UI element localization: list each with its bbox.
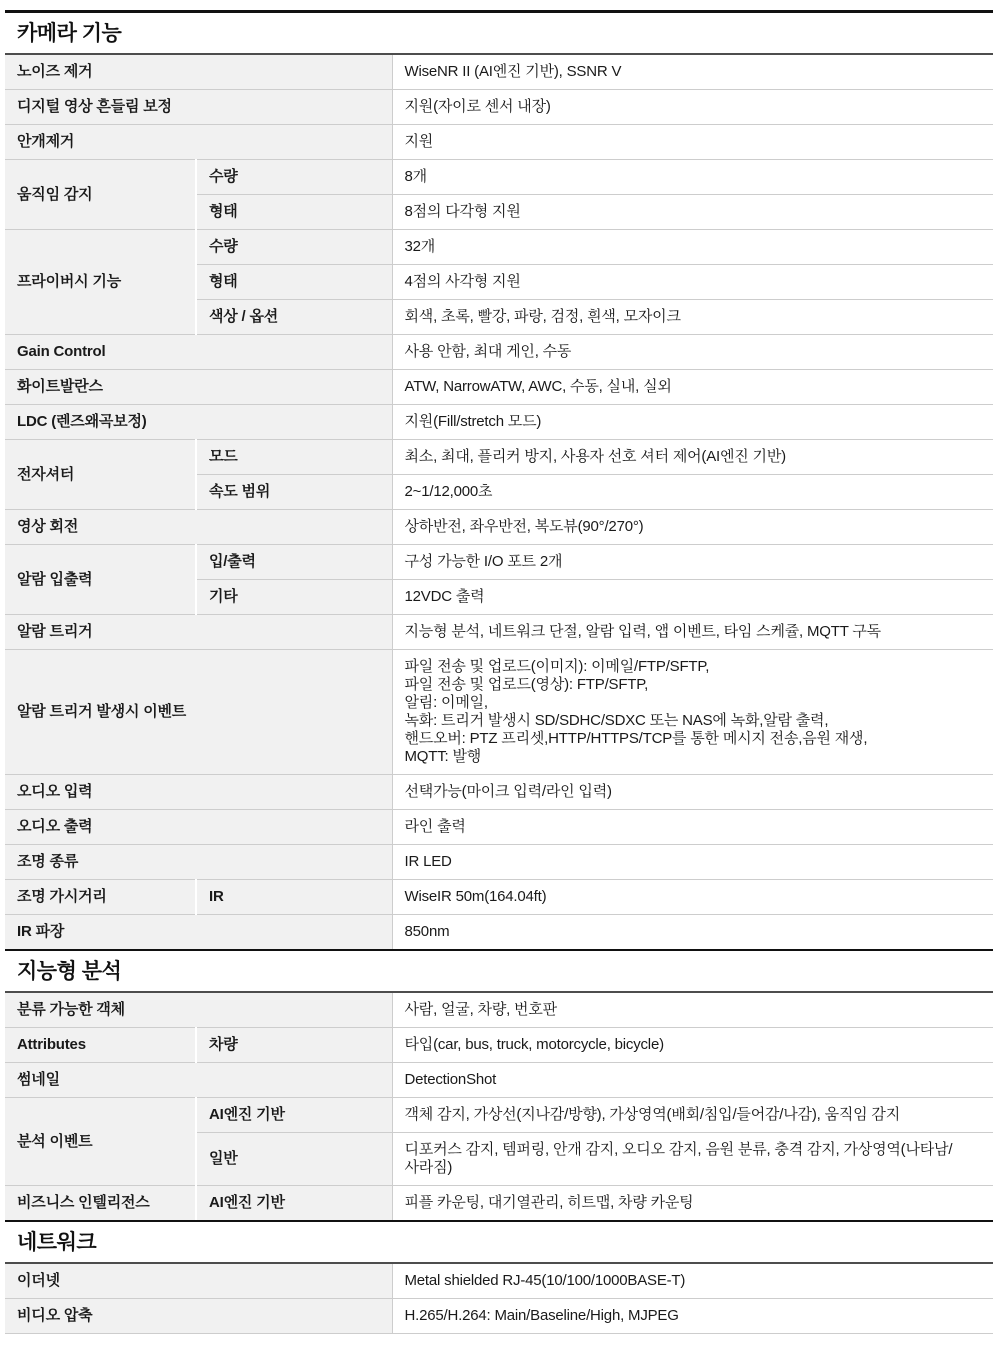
row-value: 회색, 초록, 빨강, 파랑, 검정, 흰색, 모자이크 xyxy=(392,300,993,335)
row-label: 안개제거 xyxy=(5,125,392,160)
row-sublabel: 수량 xyxy=(196,230,392,265)
row-value: 사용 안함, 최대 게인, 수동 xyxy=(392,335,993,370)
spec-value-line: MQTT: 발행 xyxy=(404,748,482,765)
row-sublabel: AI엔진 기반 xyxy=(196,1186,392,1221)
table-row xyxy=(5,1028,993,1063)
row-value: WiseNR II (AI엔진 기반), SSNR V xyxy=(392,54,993,90)
row-value: 8개 xyxy=(392,160,993,195)
row-label: 알람 트리거 발생시 이벤트 xyxy=(5,650,392,775)
table-row xyxy=(5,615,993,650)
section-title-intelligent-analytics: 지능형 분석 xyxy=(17,960,122,983)
row-sublabel: 속도 범위 xyxy=(196,475,392,510)
row-sublabel: 형태 xyxy=(196,195,392,230)
spec-value-line: 파일 전송 및 업로드(영상): FTP/SFTP, xyxy=(404,676,649,693)
row-value: 지원 xyxy=(392,125,993,160)
section-network xyxy=(5,1220,993,1334)
row-value: 최소, 최대, 플리커 방지, 사용자 선호 셔터 제어(AI엔진 기반) xyxy=(392,440,993,475)
row-value: 8점의 다각형 지원 xyxy=(392,195,993,230)
table-row xyxy=(5,440,993,475)
row-value: 12VDC 출력 xyxy=(392,580,993,615)
row-sublabel: 일반 xyxy=(196,1133,392,1186)
row-value: 객체 감지, 가상선(지나감/방향), 가상영역(배회/침입/들어감/나감), 움직임 감지 xyxy=(392,1098,993,1133)
row-label: 분류 가능한 객체 xyxy=(5,992,392,1028)
table-row xyxy=(5,1186,993,1221)
table-row xyxy=(5,335,993,370)
row-sublabel: AI엔진 기반 xyxy=(196,1098,392,1133)
row-label: 비디오 압축 xyxy=(5,1299,392,1334)
row-value: 사람, 얼굴, 차량, 번호판 xyxy=(392,992,993,1028)
table-row xyxy=(5,54,993,90)
row-value: WiseIR 50m(164.04ft) xyxy=(392,880,993,915)
row-label: 조명 종류 xyxy=(5,845,392,880)
row-label: 프라이버시 기능 xyxy=(5,230,196,335)
row-value: 4점의 사각형 지원 xyxy=(392,265,993,300)
row-label: Gain Control xyxy=(5,335,392,370)
table-row xyxy=(5,125,993,160)
row-label: 비즈니스 인텔리전스 xyxy=(5,1186,196,1221)
row-label: IR 파장 xyxy=(5,915,392,950)
section-title-network: 네트워크 xyxy=(17,1231,97,1254)
spec-value-line: 핸드오버: PTZ 프리셋,HTTP/HTTPS/TCP를 통한 메시지 전송,음원 재생, xyxy=(404,730,868,747)
row-value: 2~1/12,000초 xyxy=(392,475,993,510)
table-row xyxy=(5,510,993,545)
spec-table-intelligent-analytics xyxy=(5,991,993,1220)
spec-value-line: 녹화: 트리거 발생시 SD/SDHC/SDXC 또는 NAS에 녹화,알람 출력, xyxy=(404,712,829,729)
table-row xyxy=(5,545,993,580)
table-row xyxy=(5,1299,993,1334)
table-row xyxy=(5,1063,993,1098)
row-label: 영상 회전 xyxy=(5,510,392,545)
table-row xyxy=(5,915,993,950)
row-value: 850nm xyxy=(392,915,993,950)
row-label: 오디오 출력 xyxy=(5,810,392,845)
spec-value-line: 파일 전송 및 업로드(이미지): 이메일/FTP/SFTP, xyxy=(404,658,710,675)
table-row xyxy=(5,650,993,775)
table-row xyxy=(5,160,993,195)
row-label: 움직임 감지 xyxy=(5,160,196,230)
row-value xyxy=(392,650,993,775)
row-value: ATW, NarrowATW, AWC, 수동, 실내, 실외 xyxy=(392,370,993,405)
row-value: 피플 카운팅, 대기열관리, 히트맵, 차량 카운팅 xyxy=(392,1186,993,1221)
row-value: 디포커스 감지, 템퍼링, 안개 감지, 오디오 감지, 음원 분류, 충격 감지, 가상영역(나타남/사라짐) xyxy=(392,1133,993,1186)
row-label: 오디오 입력 xyxy=(5,775,392,810)
row-value: 지원(자이로 센서 내장) xyxy=(392,90,993,125)
row-value: 타입(car, bus, truck, motorcycle, bicycle) xyxy=(392,1028,993,1063)
row-value: 지원(Fill/stretch 모드) xyxy=(392,405,993,440)
row-value: H.265/H.264: Main/Baseline/High, MJPEG xyxy=(392,1299,993,1334)
row-value: IR LED xyxy=(392,845,993,880)
row-sublabel: IR xyxy=(196,880,392,915)
table-row xyxy=(5,370,993,405)
row-label: 알람 입출력 xyxy=(5,545,196,615)
row-sublabel: 모드 xyxy=(196,440,392,475)
row-value: Metal shielded RJ-45(10/100/1000BASE-T) xyxy=(392,1263,993,1299)
row-value: DetectionShot xyxy=(392,1063,993,1098)
row-value: 구성 가능한 I/O 포트 2개 xyxy=(392,545,993,580)
row-label: 분석 이벤트 xyxy=(5,1098,196,1186)
row-label: 화이트발란스 xyxy=(5,370,392,405)
row-label: 디지털 영상 흔들림 보정 xyxy=(5,90,392,125)
row-value: 32개 xyxy=(392,230,993,265)
row-value: 상하반전, 좌우반전, 복도뷰(90°/270°) xyxy=(392,510,993,545)
row-label: 썸네일 xyxy=(5,1063,392,1098)
row-label: LDC (렌즈왜곡보정) xyxy=(5,405,392,440)
row-label: 알람 트리거 xyxy=(5,615,392,650)
table-row xyxy=(5,1098,993,1133)
row-sublabel: 입/출력 xyxy=(196,545,392,580)
spec-table-network xyxy=(5,1262,993,1334)
section-camera-features xyxy=(5,10,993,949)
row-label: Attributes xyxy=(5,1028,196,1063)
spec-value-line: 알림: 이메일, xyxy=(404,694,488,711)
table-row xyxy=(5,880,993,915)
row-sublabel: 형태 xyxy=(196,265,392,300)
table-row xyxy=(5,845,993,880)
row-label: 이더넷 xyxy=(5,1263,392,1299)
table-row xyxy=(5,405,993,440)
row-sublabel: 차량 xyxy=(196,1028,392,1063)
row-sublabel: 색상 / 옵션 xyxy=(196,300,392,335)
table-row xyxy=(5,992,993,1028)
table-row xyxy=(5,1263,993,1299)
row-sublabel: 기타 xyxy=(196,580,392,615)
row-sublabel: 수량 xyxy=(196,160,392,195)
row-label: 전자셔터 xyxy=(5,440,196,510)
section-intelligent-analytics xyxy=(5,949,993,1220)
row-label: 노이즈 제거 xyxy=(5,54,392,90)
row-value: 지능형 분석, 네트워크 단절, 알람 입력, 앱 이벤트, 타임 스케쥴, MQTT 구독 xyxy=(392,615,993,650)
table-row xyxy=(5,90,993,125)
row-value: 선택가능(마이크 입력/라인 입력) xyxy=(392,775,993,810)
row-label: 조명 가시거리 xyxy=(5,880,196,915)
section-title-camera-features: 카메라 기능 xyxy=(17,22,122,45)
table-row xyxy=(5,810,993,845)
table-row xyxy=(5,230,993,265)
table-row xyxy=(5,775,993,810)
row-value: 라인 출력 xyxy=(392,810,993,845)
spec-table-camera-features xyxy=(5,53,993,949)
